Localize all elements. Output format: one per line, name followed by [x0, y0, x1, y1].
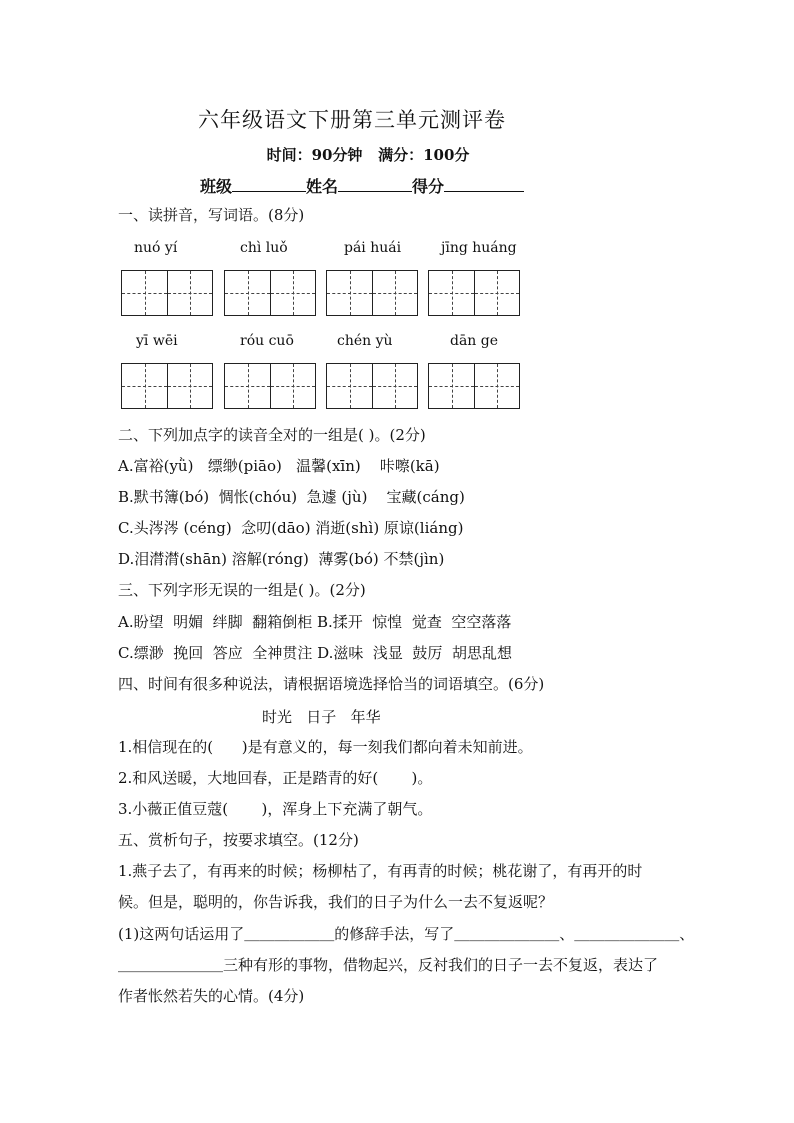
pinyin-1: nuó yí	[134, 240, 178, 256]
grid-cell[interactable]	[327, 271, 372, 315]
grid-cell[interactable]	[429, 364, 474, 408]
writing-grid-7[interactable]	[326, 363, 418, 409]
section5-heading: 五、赏析句子，按要求填空。(12分)	[118, 831, 359, 849]
points-blank[interactable]	[444, 176, 524, 192]
pinyin-2: chì luǒ	[240, 240, 288, 256]
section2-heading: 二、下列加点字的读音全对的一组是( )。(2分)	[118, 426, 426, 444]
name-blank[interactable]	[338, 176, 412, 192]
question-line-3: 作者怅然若失的心情。(4分)	[118, 987, 305, 1005]
option-ab: A.盼望 明媚 绊脚 翻箱倒柜 B.揉开 惊惶 觉查 空空落落	[118, 613, 512, 631]
grid-cell[interactable]	[372, 364, 417, 408]
pinyin-3: pái huái	[344, 240, 402, 256]
time-label: 时间：90分钟	[266, 146, 363, 164]
exam-meta	[0, 144, 736, 165]
question-line-2: ＿＿＿＿＿＿＿三种有形的事物，借物起兴，反衬我们的日子一去不复返，表达了	[118, 956, 659, 974]
writing-grid-5[interactable]	[121, 363, 213, 409]
class-label: 班级	[200, 177, 233, 196]
question-line-1: (1)这两句话运用了＿＿＿＿＿＿的修辞手法，写了＿＿＿＿＿＿＿、＿＿＿＿＿＿＿、	[118, 925, 695, 943]
section3-heading: 三、下列字形无误的一组是( )。(2分)	[118, 581, 366, 599]
student-info	[200, 174, 524, 197]
grid-cell[interactable]	[372, 271, 417, 315]
pinyin-6: róu cuō	[240, 333, 294, 349]
grid-cell[interactable]	[167, 271, 212, 315]
grid-cell[interactable]	[270, 364, 315, 408]
grid-cell[interactable]	[474, 271, 519, 315]
pinyin-7: chén yù	[337, 333, 393, 349]
score-label: 满分：100分	[378, 146, 470, 164]
option-b: B.默书簿(bó) 惆怅(chóu) 急遽 (jù) 宝藏(cáng)	[118, 488, 465, 506]
grid-cell[interactable]	[429, 271, 474, 315]
page-title: 六年级语文下册第三单元测评卷	[198, 108, 506, 132]
fill-item-3: 3.小薇正值豆蔻( )，浑身上下充满了朝气。	[118, 800, 433, 818]
option-d: D.泪潸潸(shān) 溶解(róng) 薄雾(bó) 不禁(jìn)	[118, 550, 445, 568]
grid-cell[interactable]	[270, 271, 315, 315]
paragraph-line-1: 1.燕子去了，有再来的时候；杨柳枯了，有再青的时候；桃花谢了，有再开的时	[118, 862, 643, 880]
fill-item-2: 2.和风送暖，大地回春，正是踏青的好( )。	[118, 769, 433, 787]
section1-heading: 一、读拼音，写词语。(8分)	[118, 206, 305, 224]
word-bank: 时光 日子 年华	[262, 708, 381, 726]
writing-grid-4[interactable]	[428, 270, 520, 316]
pinyin-8: dān ge	[450, 333, 499, 349]
fill-item-1: 1.相信现在的( )是有意义的，每一刻我们都向着未知前进。	[118, 738, 533, 756]
grid-cell[interactable]	[474, 364, 519, 408]
points-label: 得分	[412, 177, 445, 196]
class-blank[interactable]	[232, 176, 306, 192]
grid-cell[interactable]	[167, 364, 212, 408]
writing-grid-1[interactable]	[121, 270, 213, 316]
writing-grid-3[interactable]	[326, 270, 418, 316]
name-label: 姓名	[306, 177, 339, 196]
option-cd: C.缥渺 挽回 答应 全神贯注 D.滋味 浅显 鼓厉 胡思乱想	[118, 644, 512, 662]
writing-grid-2[interactable]	[224, 270, 316, 316]
grid-cell[interactable]	[225, 364, 270, 408]
writing-grid-6[interactable]	[224, 363, 316, 409]
grid-cell[interactable]	[327, 364, 372, 408]
writing-grid-8[interactable]	[428, 363, 520, 409]
pinyin-4: jīng huáng	[441, 240, 517, 256]
paragraph-line-2: 候。但是，聪明的，你告诉我，我们的日子为什么一去不复返呢？	[118, 893, 554, 911]
grid-cell[interactable]	[122, 271, 167, 315]
option-c: C.头涔涔 (céng) 念叨(dāo) 消逝(shì) 原谅(liáng)	[118, 519, 464, 537]
grid-cell[interactable]	[122, 364, 167, 408]
option-a: A.富裕(yǜ) 缥缈(piāo) 温馨(xīn) 咔嚓(kā)	[118, 457, 440, 475]
grid-cell[interactable]	[225, 271, 270, 315]
section4-heading: 四、时间有很多种说法，请根据语境选择恰当的词语填空。(6分)	[118, 675, 545, 693]
pinyin-5: yī wēi	[136, 333, 178, 349]
